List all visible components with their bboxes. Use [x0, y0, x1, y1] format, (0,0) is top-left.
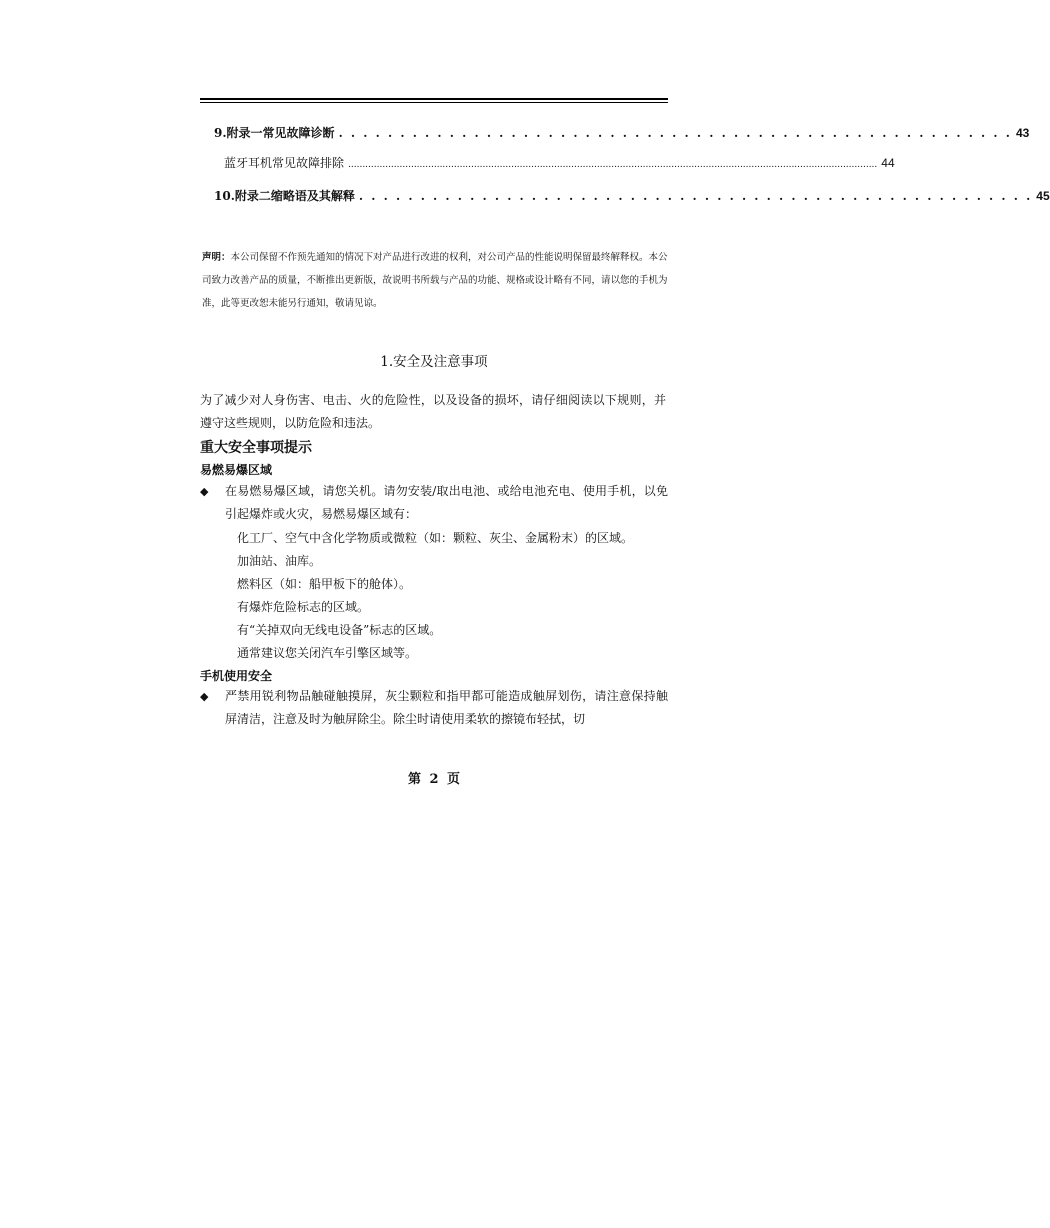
bullet-item	[200, 685, 668, 731]
area-item: 有爆炸危险标志的区域。	[237, 600, 370, 614]
toc-entry-title: 常见故障诊断	[262, 126, 335, 140]
toc-leader-dots: .........................................................................................................................................................................................	[348, 160, 878, 170]
area-item: 通常建议您关闭汽车引擎区域等。	[237, 646, 418, 660]
toc-entry-title: 蓝牙耳机常见故障排除	[224, 156, 345, 170]
toc-entry[interactable]	[214, 187, 1050, 204]
toc-entry[interactable]	[224, 154, 895, 171]
toc-entry-number: 10.	[214, 189, 235, 203]
toc-entry-title: 缩略语及其解释	[270, 189, 355, 203]
toc-entry-prefix: 附录二	[234, 189, 271, 203]
intro-paragraph: 为了减少对人身伤害、电击、火的危险性，以及设备的损坏，请仔细阅读以下规则，并遵守这些规则，以防危险和违法。	[200, 393, 666, 430]
disclaimer-lead: 声明：	[202, 252, 231, 263]
area-item: 加油站、油库。	[237, 554, 322, 568]
phone-safety-heading: 手机使用安全	[200, 669, 273, 683]
toc-entry[interactable]	[214, 124, 1030, 141]
flammable-area-heading: 易燃易爆区域	[200, 463, 273, 477]
toc-entry-page: 45	[1036, 189, 1050, 203]
toc-entry-prefix: 附录一	[226, 126, 263, 140]
toc-entry-page: 43	[1015, 126, 1030, 140]
bullet-item	[200, 480, 668, 526]
area-item: 有“关掉双向无线电设备”标志的区域。	[237, 623, 442, 637]
bullet-diamond-icon: ◆	[200, 690, 209, 703]
header-rule-thin	[200, 102, 668, 103]
toc-leader-dots: . . . . . . . . . . . . . . . . . . . . . . . . . . . . . . . . . . . . . . . . . . . . . . . . . . . . . . .	[338, 126, 1012, 140]
bullet-diamond-icon: ◆	[200, 485, 209, 498]
bullet-text: 在易燃易爆区域，请您关机。请勿安装/取出电池、或给电池充电、使用手机，以免引起爆炸或火灾，易燃易爆区域有：	[225, 484, 668, 521]
toc-entry-number: 9.	[214, 126, 227, 140]
header-rule	[200, 98, 668, 100]
page-number: 第 2 页	[407, 772, 461, 787]
area-item: 化工厂、空气中含化学物质或微粒（如：颗粒、灰尘、金属粉末）的区域。	[237, 531, 634, 545]
section-title: 1.安全及注意事项	[380, 354, 488, 370]
disclaimer-notice	[202, 246, 668, 315]
disclaimer-text: 本公司保留不作预先通知的情况下对产品进行改进的权利，对公司产品的性能说明保留最终解释权。本公司致力改善产品的质量，不断推出更新版，故说明书所载与产品的功能、规格或设计略有不同，请以您的手机为准，此等更改恕未能另行通知，敬请见谅。	[202, 252, 668, 309]
toc-leader-dots: . . . . . . . . . . . . . . . . . . . . . . . . . . . . . . . . . . . . . . . . . . . . . . . . . . . . . . .	[358, 189, 1033, 203]
area-item: 燃料区（如：船甲板下的舱体）。	[237, 577, 412, 591]
major-safety-heading: 重大安全事项提示	[200, 440, 312, 456]
bullet-text: 严禁用锐利物品触碰触摸屏，灰尘颗粒和指甲都可能造成触屏划伤，请注意保持触屏清洁，注意及时为触屏除尘。除尘时请使用柔软的擦镜布轻拭，切	[225, 689, 668, 726]
toc-entry-page: 44	[881, 156, 895, 170]
